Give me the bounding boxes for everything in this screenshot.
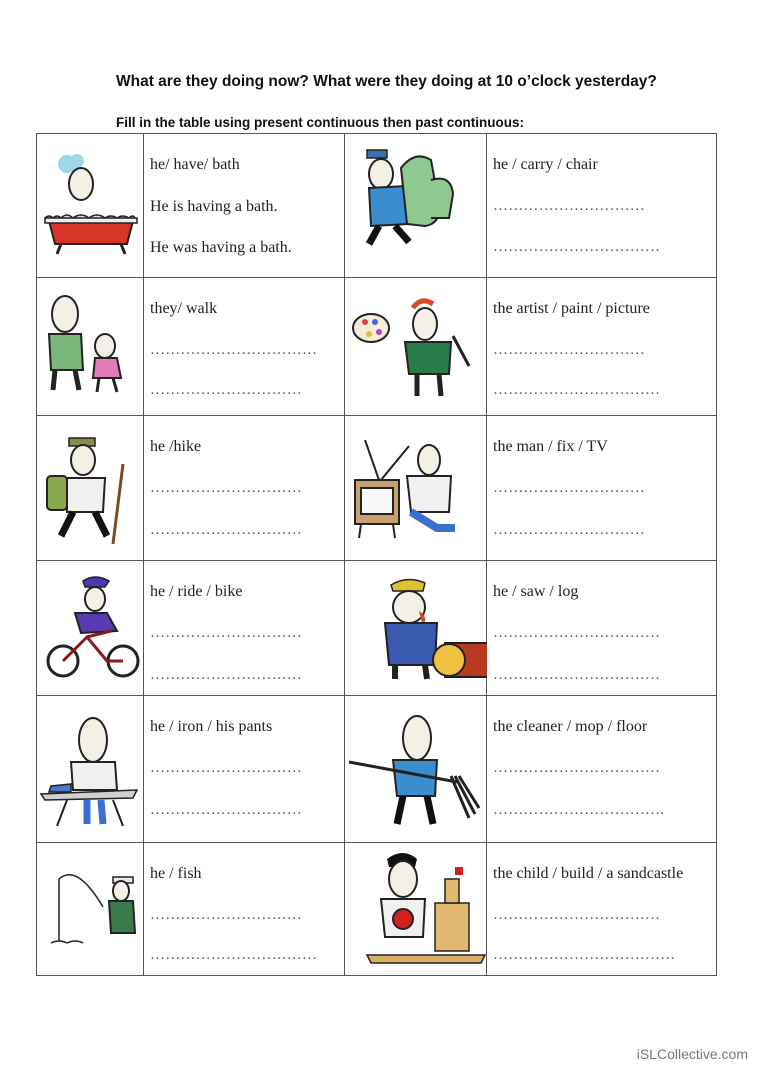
walk-icon <box>37 278 144 415</box>
answer-line-2[interactable]: ………………………… <box>150 667 302 683</box>
hiker-icon <box>37 416 144 560</box>
saw-log-icon <box>345 561 487 695</box>
answer-line-2[interactable]: He was having a bath. <box>150 239 292 256</box>
bike-icon <box>37 561 144 695</box>
table-row <box>37 843 716 975</box>
table-row <box>37 278 716 416</box>
exercise-table <box>36 133 717 976</box>
exercise-prompt: he / fish <box>150 865 202 882</box>
fishing-icon <box>37 843 144 975</box>
exercise-prompt: he / ride / bike <box>150 583 243 600</box>
answer-line-2[interactable]: …………………………… <box>150 947 318 963</box>
exercise-prompt: the man / fix / TV <box>493 438 608 455</box>
answer-line-2[interactable]: ………………………… <box>150 522 302 538</box>
table-row <box>37 696 716 843</box>
answer-line-2[interactable]: ………………………… <box>493 522 645 538</box>
answer-line-1[interactable]: He is having a bath. <box>150 198 278 215</box>
exercise-prompt: he /hike <box>150 438 202 455</box>
answer-line-1[interactable]: …………………………… <box>150 342 318 358</box>
bath-icon <box>37 134 144 277</box>
mop-icon <box>345 696 487 842</box>
answer-line-2[interactable]: …………………………… <box>493 382 661 398</box>
sandcastle-icon <box>345 843 487 975</box>
answer-line-1[interactable]: ………………………… <box>493 198 645 214</box>
exercise-prompt: he/ have/ bath <box>150 156 240 173</box>
answer-line-1[interactable]: ………………………… <box>150 760 302 776</box>
table-row <box>37 561 716 696</box>
answer-line-1[interactable]: ………………………… <box>493 480 645 496</box>
table-row <box>37 416 716 561</box>
exercise-prompt: the artist / paint / picture <box>493 300 650 317</box>
answer-line-1[interactable]: ………………………… <box>150 907 302 923</box>
table-row <box>37 134 716 278</box>
answer-line-1[interactable]: ………………………… <box>150 625 302 641</box>
answer-line-1[interactable]: …………………………… <box>493 760 661 776</box>
footer-watermark: iSLCollective.com <box>636 1046 748 1062</box>
exercise-prompt: they/ walk <box>150 300 218 317</box>
carry-chair-icon <box>345 134 487 277</box>
answer-line-1[interactable]: …………………………… <box>493 625 661 641</box>
answer-line-2[interactable]: ……………………………… <box>493 947 676 963</box>
iron-icon <box>37 696 144 842</box>
exercise-prompt: he / saw / log <box>493 583 579 600</box>
exercise-prompt: he / carry / chair <box>493 156 598 173</box>
answer-line-2[interactable]: …………………………… <box>493 667 661 683</box>
answer-line-1[interactable]: ………………………… <box>493 342 645 358</box>
answer-line-2[interactable]: ……………………………. <box>493 802 665 818</box>
answer-line-1[interactable]: …………………………… <box>493 907 661 923</box>
answer-line-2[interactable]: ………………………… <box>150 802 302 818</box>
instructions: Fill in the table using present continuous then past continuous: <box>116 115 525 130</box>
painter-icon <box>345 278 487 415</box>
exercise-prompt: he / iron / his pants <box>150 718 273 735</box>
exercise-prompt: the child / build / a sandcastle <box>493 865 684 882</box>
tv-repair-icon <box>345 416 487 560</box>
answer-line-2[interactable]: …………………………… <box>493 239 661 255</box>
answer-line-1[interactable]: ………………………… <box>150 480 302 496</box>
answer-line-2[interactable]: ………………………… <box>150 382 302 398</box>
worksheet-title: What are they doing now? What were they doing at 10 o’clock yesterday? <box>116 73 657 90</box>
exercise-prompt: the cleaner / mop / floor <box>493 718 648 735</box>
